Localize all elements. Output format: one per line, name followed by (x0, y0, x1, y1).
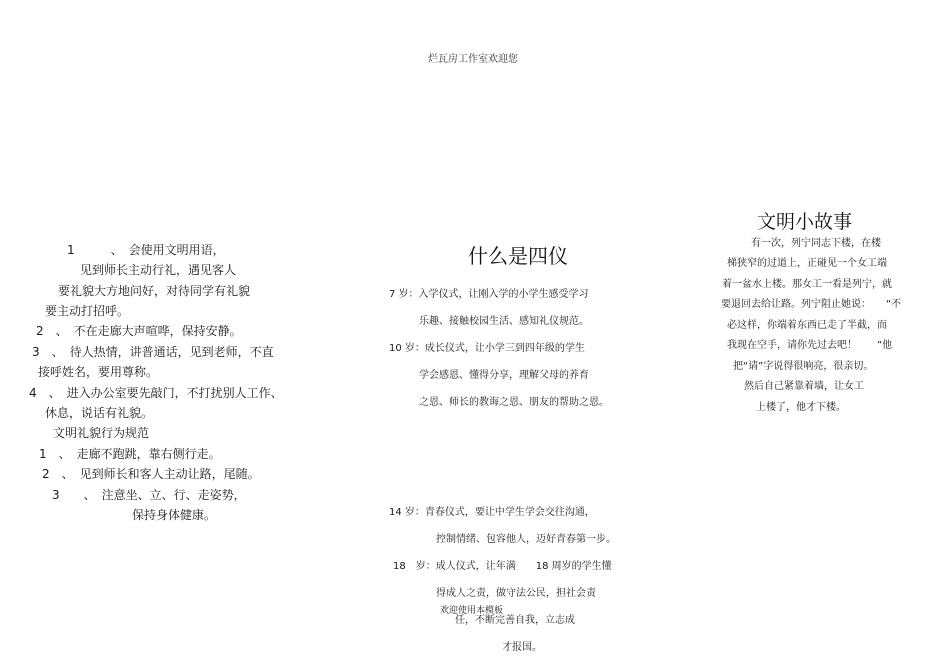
section-heading: 文明礼貌行为规范 (53, 426, 150, 440)
ceremony-line: 控制情绪、包容他人，迈好青春第一步。 (436, 534, 616, 545)
ceremony-line: 之恩、师长的教诲之恩、朋友的帮助之恩。 (419, 397, 609, 408)
story-line: 我现在空手，请你先过去吧！ ”他 (727, 340, 893, 351)
middle-title: 什么是四仪 (468, 244, 568, 268)
rule-line: 3 、 注意坐、立、行、走姿势， (52, 488, 246, 502)
ceremony-line: 乐趣、接触校园生活、感知礼仪规范。 (419, 316, 589, 327)
rule-line: 见到师长主动行礼，遇见客人 (80, 263, 237, 277)
rule-line: 保持身体健康。 (132, 508, 217, 522)
ceremony-line: 14 岁：青春仪式，要让中学生学会交往沟通， (389, 507, 595, 518)
ceremony-line: 10 岁：成长仪式，让小学三到四年级的学生 (389, 343, 585, 354)
ceremony-line: 18 岁：成人仪式，让年满 18 周岁的学生懂 (393, 561, 612, 572)
story-line: 要退回去给让路。列宁阻止她说： “不 (721, 299, 902, 310)
rule-line: 1 、 走廊不跑跳，靠右侧行走。 (39, 447, 221, 461)
rule-line: 要主动打招呼。 (45, 304, 130, 318)
right-title: 文明小故事 (757, 211, 853, 233)
ceremony-line: 学会感恩、懂得分享，理解父母的养育 (419, 370, 589, 381)
ceremony-line: 7 岁：入学仪式，让刚入学的小学生感受学习 (389, 289, 589, 300)
rule-line: 1 、 会使用文明用语， (67, 243, 225, 257)
rule-line: 接呼姓名，要用尊称。 (38, 365, 159, 379)
ceremony-line: 得成人之责，做守法公民，担社会责 (436, 588, 596, 599)
rule-line: 3 、 待人热情，讲普通话，见到老师，不直 (32, 345, 274, 359)
rule-line: 要礼貌大方地问好，对待同学有礼貌 (58, 284, 251, 298)
rule-line: 2 、 见到师长和客人主动让路，尾随。 (42, 467, 260, 481)
story-line: 上楼了，他才下楼。 (756, 402, 846, 413)
story-line: 着一盆水上楼。那女工一看是列宁，就 (722, 279, 892, 290)
story-line: 梯狭窄的过道上，正碰见一个女工端 (727, 258, 887, 269)
story-line: 必这样，你端着东西已走了半截，而 (727, 320, 887, 331)
rule-line: 2 、 不在走廊大声喧哗，保持安静。 (36, 324, 242, 338)
ceremony-line: 任，不断完善自我，立志成 (455, 615, 575, 626)
story-line: 有一次，列宁同志下楼，在楼 (751, 238, 881, 249)
story-line: 把“请”字说得很响亮，很亲切。 (733, 361, 874, 372)
header-banner: 烂瓦房工作室欢迎您 (428, 54, 518, 65)
rule-line: 4 、 进入办公室要先敲门，不打扰别人工作、 (29, 386, 283, 400)
ceremony-line: 才报国。 (502, 642, 542, 653)
footer-note: 欢迎使用本模板 (440, 606, 504, 616)
story-line: 然后自己紧靠着墙，让女工 (744, 381, 864, 392)
rule-line: 休息，说话有礼貌。 (45, 406, 154, 420)
